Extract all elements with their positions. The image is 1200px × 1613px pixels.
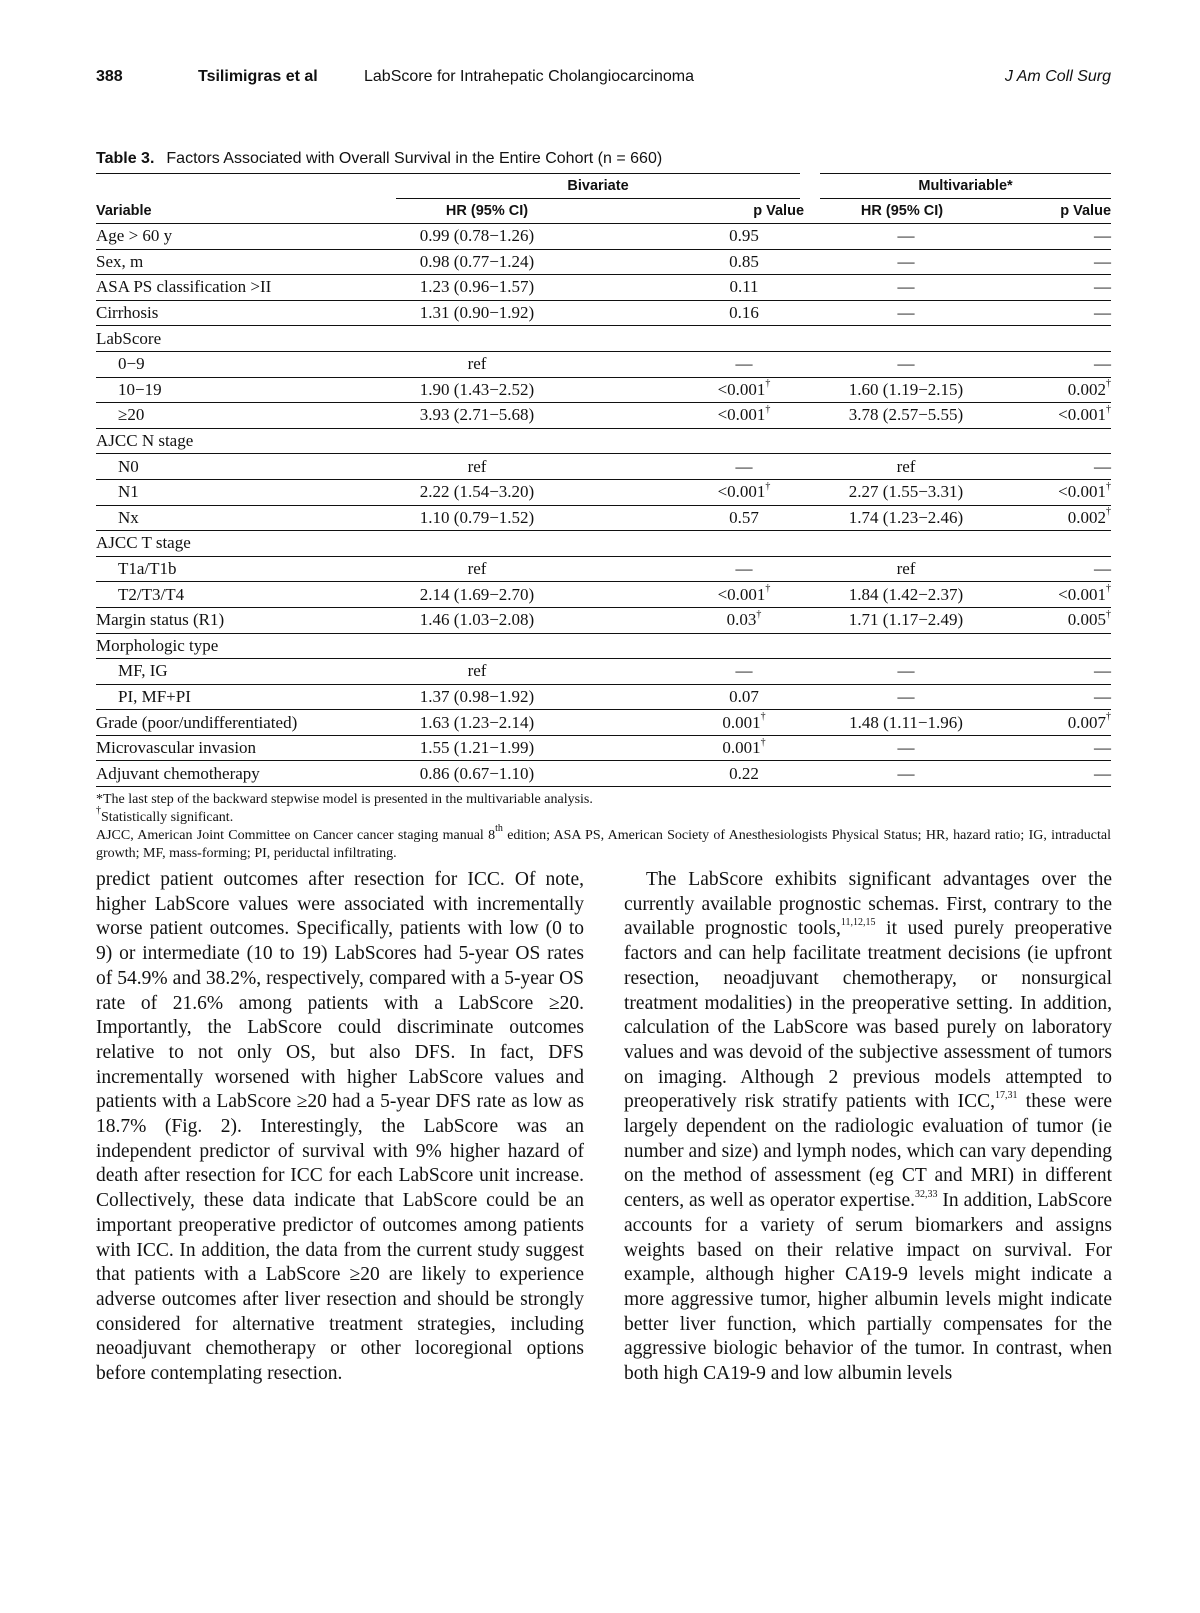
cell-variable: Age > 60 y <box>96 224 396 250</box>
cell-hr-bivariate: 1.37 (0.98−1.92) <box>396 684 578 710</box>
cell-p-bivariate: <0.001† <box>578 377 810 403</box>
cell-hr-bivariate: ref <box>396 659 578 685</box>
cell-hr-multivariable: 1.74 (1.23−2.46) <box>810 505 994 531</box>
cell-hr-bivariate: 2.14 (1.69−2.70) <box>396 582 578 608</box>
cell-hr-bivariate: 1.10 (0.79−1.52) <box>396 505 578 531</box>
cell-hr-bivariate: 3.93 (2.71−5.68) <box>396 403 578 429</box>
cell-p-bivariate: <0.001† <box>578 582 810 608</box>
table-row <box>96 761 1111 787</box>
cell-p-bivariate: 0.001† <box>578 735 810 761</box>
cell-hr-bivariate <box>396 326 578 352</box>
cell-hr-multivariable: — <box>810 761 994 787</box>
cell-p-bivariate: 0.95 <box>578 224 810 250</box>
cell-hr-bivariate: 1.90 (1.43−2.52) <box>396 377 578 403</box>
significance-mark: † <box>765 480 771 492</box>
significance-mark: † <box>756 608 762 620</box>
table-row <box>96 633 1111 659</box>
table-row <box>96 275 1111 301</box>
col-p-bivariate: p Value <box>578 199 810 224</box>
cell-p-multivariable: — <box>994 275 1111 301</box>
table-row <box>96 684 1111 710</box>
cell-p-bivariate <box>578 428 810 454</box>
cell-variable: N0 <box>96 454 396 480</box>
bivariate-group-header: Bivariate <box>396 174 810 199</box>
body-column-right <box>624 868 1112 1387</box>
significance-mark: † <box>765 403 771 415</box>
cell-variable: AJCC N stage <box>96 428 396 454</box>
cell-p-bivariate: 0.001† <box>578 710 810 736</box>
cell-hr-bivariate: ref <box>396 351 578 377</box>
cell-hr-bivariate: 0.99 (0.78−1.26) <box>396 224 578 250</box>
cell-p-multivariable: — <box>994 735 1111 761</box>
cell-hr-bivariate <box>396 531 578 557</box>
citation: 17,31 <box>995 1089 1018 1101</box>
table-row <box>96 556 1111 582</box>
table-label: Table 3. <box>96 150 155 167</box>
cell-hr-bivariate <box>396 428 578 454</box>
table-footnotes <box>96 791 1111 863</box>
cell-p-bivariate: 0.85 <box>578 249 810 275</box>
table-row <box>96 531 1111 557</box>
cell-hr-multivariable: — <box>810 684 994 710</box>
significance-mark: † <box>1106 710 1112 722</box>
running-authors: Tsilimigras et al <box>198 68 318 85</box>
cell-variable: Grade (poor/undifferentiated) <box>96 710 396 736</box>
cell-hr-multivariable: 1.84 (1.42−2.37) <box>810 582 994 608</box>
table-3 <box>96 150 1111 863</box>
cell-p-bivariate: <0.001† <box>578 479 810 505</box>
cell-p-multivariable: — <box>994 454 1111 480</box>
cell-p-multivariable <box>994 633 1111 659</box>
significance-mark: † <box>765 378 771 390</box>
cell-hr-multivariable <box>810 428 994 454</box>
table-row <box>96 607 1111 633</box>
cell-p-multivariable: 0.007† <box>994 710 1111 736</box>
significance-mark: † <box>1106 403 1112 415</box>
cell-hr-multivariable <box>810 531 994 557</box>
cell-hr-multivariable: 2.27 (1.55−3.31) <box>810 479 994 505</box>
cell-hr-multivariable: — <box>810 300 994 326</box>
survival-table <box>96 173 1111 787</box>
cell-p-bivariate <box>578 326 810 352</box>
cell-hr-bivariate: ref <box>396 454 578 480</box>
cell-p-multivariable: 0.002† <box>994 377 1111 403</box>
cell-variable: ≥20 <box>96 403 396 429</box>
cell-p-bivariate: — <box>578 454 810 480</box>
cell-p-bivariate: — <box>578 659 810 685</box>
cell-variable: Morphologic type <box>96 633 396 659</box>
cell-variable: T1a/T1b <box>96 556 396 582</box>
cell-p-bivariate: 0.16 <box>578 300 810 326</box>
cell-hr-bivariate: 1.63 (1.23−2.14) <box>396 710 578 736</box>
cell-variable: 0−9 <box>96 351 396 377</box>
cell-variable: N1 <box>96 479 396 505</box>
cell-variable: PI, MF+PI <box>96 684 396 710</box>
table-title: Factors Associated with Overall Survival in the Entire Cohort (n = 660) <box>166 150 663 167</box>
cell-p-multivariable: — <box>994 351 1111 377</box>
cell-hr-multivariable: ref <box>810 454 994 480</box>
cell-p-multivariable: — <box>994 761 1111 787</box>
cell-hr-multivariable: 1.60 (1.19−2.15) <box>810 377 994 403</box>
cell-hr-bivariate: 1.31 (0.90−1.92) <box>396 300 578 326</box>
table-row <box>96 454 1111 480</box>
cell-hr-bivariate: 1.46 (1.03−2.08) <box>396 607 578 633</box>
col-p-multivariable: p Value <box>994 199 1111 224</box>
table-row <box>96 505 1111 531</box>
col-hr-multivariable: HR (95% CI) <box>810 199 994 224</box>
col-variable: Variable <box>96 199 396 224</box>
table-row <box>96 582 1111 608</box>
cell-p-multivariable <box>994 326 1111 352</box>
cell-hr-multivariable: ref <box>810 556 994 582</box>
table-body <box>96 224 1111 787</box>
cell-hr-multivariable <box>810 633 994 659</box>
citation: 32,33 <box>914 1188 938 1200</box>
cell-variable: AJCC T stage <box>96 531 396 557</box>
significance-mark: † <box>760 736 766 748</box>
cell-p-bivariate: — <box>578 556 810 582</box>
cell-p-bivariate: <0.001† <box>578 403 810 429</box>
cell-hr-bivariate <box>396 633 578 659</box>
cell-variable: Microvascular invasion <box>96 735 396 761</box>
body-column-left <box>96 868 584 1387</box>
cell-p-multivariable: <0.001† <box>994 582 1111 608</box>
significance-mark: † <box>1106 582 1112 594</box>
cell-p-multivariable: — <box>994 224 1111 250</box>
table-caption <box>96 150 1111 172</box>
cell-p-multivariable: 0.002† <box>994 505 1111 531</box>
page-number: 388 <box>96 68 123 85</box>
body-paragraph: The LabScore exhibits significant advantages over the currently available prognostic schemas. First, contrary to the available prognostic tools,$^{11,12,15}$ it used purely preoperative factors and can help facilitate treatment decisions (ie upfront resection, neoadjuvant chemotherapy, or nonsurgical treatment modalities) in the preoperative setting. In addition, calculation of the LabScore was based purely on laboratory values and was devoid of the subjective assessment of tumors on imaging. Although 2 previous models attempted to preoperatively risk stratify patients with ICC,$^{17,31}$ these were largely dependent on the radiologic evaluation of tumor (ie number and size) and lymph nodes, which can vary depending on the method of assessment (eg CT and MRI) in different centers, as well as operator expertise.$^{32,33}$ In addition, LabScore accounts for a variety of serum biomarkers and assigns weights based on their relative impact on survival. For example, although higher CA19-9 levels might indicate a more aggressive tumor, higher albumin levels might indicate better liver function, which partially compensates for the aggressive biologic behavior of the tumor. In contrast, when both high CA19-9 and low albumin levels <box>624 869 1112 1385</box>
cell-variable: Margin status (R1) <box>96 607 396 633</box>
body-paragraph: predict patient outcomes after resection for ICC. Of note, higher LabScore values were associated with incrementally worse patient outcomes. Specifically, patients with low (0 to 9) or intermediate (10 to 19) LabScores had 5-year OS rates of 54.9% and 38.2%, respectively, compared with a 5-year OS rate of 21.6% among patients with a LabScore ≥20. Importantly, the LabScore could discriminate outcomes relative to not only OS, but also DFS. In fact, DFS incrementally worsened with higher LabScore values and patients with a LabScore ≥20 had a 5-year DFS rate as low as 18.7% (Fig. 2). Interestingly, the LabScore was an independent predictor of survival with 9% higher hazard of death after resection for ICC for each LabScore unit increase. Collectively, these data indicate that LabScore could be an important preoperative predictor of outcomes among patients with ICC. In addition, the data from the current study suggest that patients with a LabScore ≥20 are likely to experience adverse outcomes after liver resection and should be strongly considered for alternative treatment strategies, including neoadjuvant chemotherapy or other locoregional options before contemplating resection. <box>96 869 584 1385</box>
cell-variable: Sex, m <box>96 249 396 275</box>
cell-p-bivariate: 0.11 <box>578 275 810 301</box>
cell-hr-bivariate: 0.98 (0.77−1.24) <box>396 249 578 275</box>
table-row <box>96 249 1111 275</box>
col-hr-bivariate: HR (95% CI) <box>396 199 578 224</box>
cell-hr-multivariable: 1.71 (1.17−2.49) <box>810 607 994 633</box>
significance-mark: † <box>1106 506 1112 518</box>
cell-variable: Cirrhosis <box>96 300 396 326</box>
cell-hr-bivariate: 0.86 (0.67−1.10) <box>396 761 578 787</box>
cell-p-multivariable: <0.001† <box>994 403 1111 429</box>
cell-hr-multivariable: — <box>810 659 994 685</box>
cell-hr-bivariate: ref <box>396 556 578 582</box>
significance-mark: † <box>760 710 766 722</box>
table-column-header <box>96 199 1111 224</box>
cell-variable: LabScore <box>96 326 396 352</box>
cell-p-multivariable: — <box>994 556 1111 582</box>
cell-hr-bivariate: 1.23 (0.96−1.57) <box>396 275 578 301</box>
table-row <box>96 224 1111 250</box>
table-row <box>96 479 1111 505</box>
table-row <box>96 735 1111 761</box>
table-row <box>96 403 1111 429</box>
cell-hr-multivariable <box>810 326 994 352</box>
cell-hr-multivariable: — <box>810 735 994 761</box>
significance-mark: † <box>1106 378 1112 390</box>
cell-variable: T2/T3/T4 <box>96 582 396 608</box>
cell-p-bivariate: — <box>578 351 810 377</box>
cell-p-multivariable: — <box>994 249 1111 275</box>
cell-hr-bivariate: 2.22 (1.54−3.20) <box>396 479 578 505</box>
significance-mark: † <box>1106 608 1112 620</box>
cell-variable: ASA PS classification >II <box>96 275 396 301</box>
footnote-significance: †Statistically significant. <box>96 805 234 826</box>
cell-hr-multivariable: 1.48 (1.11−1.96) <box>810 710 994 736</box>
table-row <box>96 659 1111 685</box>
cell-p-multivariable: 0.005† <box>994 607 1111 633</box>
cell-p-multivariable: <0.001† <box>994 479 1111 505</box>
cell-variable: 10−19 <box>96 377 396 403</box>
cell-hr-multivariable: 3.78 (2.57−5.55) <box>810 403 994 429</box>
footnote-multivariable: *The last step of the backward stepwise model is presented in the multivariable analysis. <box>96 792 593 808</box>
cell-hr-multivariable: — <box>810 351 994 377</box>
cell-p-bivariate <box>578 531 810 557</box>
significance-mark: † <box>765 582 771 594</box>
cell-p-multivariable: — <box>994 659 1111 685</box>
cell-hr-multivariable: — <box>810 249 994 275</box>
table-row <box>96 326 1111 352</box>
cell-p-bivariate: 0.03† <box>578 607 810 633</box>
cell-p-multivariable <box>994 428 1111 454</box>
table-row <box>96 710 1111 736</box>
running-header <box>96 68 1111 92</box>
multivariable-group-header: Multivariable* <box>810 174 1111 199</box>
cell-variable: MF, IG <box>96 659 396 685</box>
table-group-header <box>96 174 1111 199</box>
cell-p-multivariable: — <box>994 300 1111 326</box>
cell-p-multivariable: — <box>994 684 1111 710</box>
cell-hr-bivariate: 1.55 (1.21−1.99) <box>396 735 578 761</box>
table-row <box>96 428 1111 454</box>
footnote-abbreviations: AJCC, American Joint Committee on Cancer cancer staging manual 8th edition; ASA PS, American Society of Anesthesiologists Physical Status; HR, hazard ratio; IG, intraductal growth; MF, mass-forming; PI, periductal infiltrating. <box>96 823 1111 862</box>
citation: 11,12,15 <box>840 916 876 928</box>
cell-p-bivariate: 0.07 <box>578 684 810 710</box>
running-title: LabScore for Intrahepatic Cholangiocarcinoma <box>364 68 694 85</box>
cell-p-bivariate: 0.57 <box>578 505 810 531</box>
cell-p-multivariable <box>994 531 1111 557</box>
table-row <box>96 377 1111 403</box>
cell-variable: Nx <box>96 505 396 531</box>
cell-hr-multivariable: — <box>810 275 994 301</box>
table-row <box>96 300 1111 326</box>
journal-name: J Am Coll Surg <box>1004 68 1111 85</box>
cell-hr-multivariable: — <box>810 224 994 250</box>
cell-p-bivariate: 0.22 <box>578 761 810 787</box>
significance-mark: † <box>1106 480 1112 492</box>
table-row <box>96 351 1111 377</box>
cell-p-bivariate <box>578 633 810 659</box>
cell-variable: Adjuvant chemotherapy <box>96 761 396 787</box>
